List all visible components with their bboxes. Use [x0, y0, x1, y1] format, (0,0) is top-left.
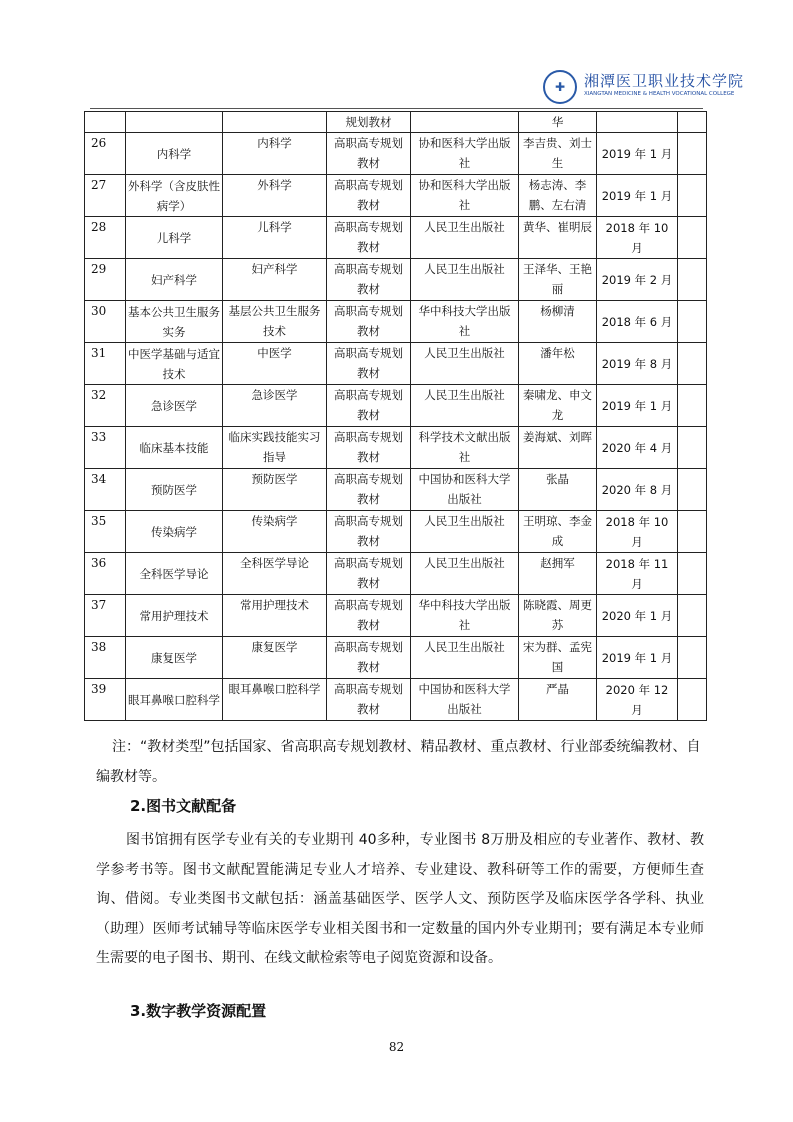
table-cell: 基层公共卫生服务技术 — [223, 301, 327, 343]
table-cell: 秦啸龙、申文龙 — [519, 385, 597, 427]
table-cell: 潘年松 — [519, 343, 597, 385]
section-3-title: 3.数字教学资源配置 — [130, 1002, 267, 1020]
table-cell: 2019 年 1 月 — [597, 175, 678, 217]
table-cell — [678, 112, 707, 133]
table-cell — [597, 112, 678, 133]
table-row — [85, 385, 707, 427]
table-cell: 王泽华、王艳丽 — [519, 259, 597, 301]
table-cell: 高职高专规划教材 — [327, 343, 411, 385]
table-cell: 内科学 — [223, 133, 327, 175]
table-cell: 2020 年 12 月 — [597, 679, 678, 721]
table-cell: 规划教材 — [327, 112, 411, 133]
table-cell: 2018 年 6 月 — [597, 301, 678, 343]
table-cell: 人民卫生出版社 — [411, 343, 519, 385]
table-cell — [678, 595, 707, 637]
table-row — [85, 175, 707, 217]
table-cell: 高职高专规划教材 — [327, 217, 411, 259]
row-number: 30 — [85, 301, 126, 343]
row-number: 39 — [85, 679, 126, 721]
table-cell: 高职高专规划教材 — [327, 637, 411, 679]
table-cell: 中医学基础与适宜技术 — [126, 343, 223, 385]
table-cell: 黄华、崔明辰 — [519, 217, 597, 259]
table-cell: 眼耳鼻喉口腔科学 — [223, 679, 327, 721]
table-row — [85, 553, 707, 595]
table-cell: 2020 年 4 月 — [597, 427, 678, 469]
table-cell: 协和医科大学出版社 — [411, 175, 519, 217]
table-cell: 高职高专规划教材 — [327, 553, 411, 595]
row-number: 33 — [85, 427, 126, 469]
table-cell: 人民卫生出版社 — [411, 259, 519, 301]
table-cell: 预防医学 — [223, 469, 327, 511]
row-number: 28 — [85, 217, 126, 259]
table-cell — [678, 553, 707, 595]
row-number: 35 — [85, 511, 126, 553]
table-cell — [678, 133, 707, 175]
table-cell: 李吉贵、刘士生 — [519, 133, 597, 175]
table-cell — [223, 112, 327, 133]
table-cell: 传染病学 — [223, 511, 327, 553]
table-cell: 人民卫生出版社 — [411, 217, 519, 259]
table-cell: 人民卫生出版社 — [411, 511, 519, 553]
table-cell: 杨柳清 — [519, 301, 597, 343]
table-cell: 2019 年 8 月 — [597, 343, 678, 385]
page-header — [0, 0, 793, 104]
table-cell: 临床基本技能 — [126, 427, 223, 469]
table-cell — [678, 679, 707, 721]
table-cell — [678, 259, 707, 301]
table-cell: 传染病学 — [126, 511, 223, 553]
table-cell: 高职高专规划教材 — [327, 679, 411, 721]
table-cell: 姜海斌、刘晖 — [519, 427, 597, 469]
table-cell: 高职高专规划教材 — [327, 511, 411, 553]
table-cell: 全科医学导论 — [126, 553, 223, 595]
table-cell: 基本公共卫生服务实务 — [126, 301, 223, 343]
table-cell: 杨志涛、李鹏、左右清 — [519, 175, 597, 217]
table-cell — [411, 112, 519, 133]
table-cell: 2018 年 10 月 — [597, 511, 678, 553]
table-cell: 2018 年 10 月 — [597, 217, 678, 259]
table-cell: 华 — [519, 112, 597, 133]
table-row — [85, 343, 707, 385]
table-cell: 康复医学 — [126, 637, 223, 679]
table-row — [85, 595, 707, 637]
table-cell: 妇产科学 — [223, 259, 327, 301]
table-cell: 高职高专规划教材 — [327, 469, 411, 511]
table-cell: 2019 年 1 月 — [597, 133, 678, 175]
table-cell: 预防医学 — [126, 469, 223, 511]
table-cell — [678, 385, 707, 427]
table-cell: 人民卫生出版社 — [411, 637, 519, 679]
table-cell — [126, 112, 223, 133]
table-row — [85, 679, 707, 721]
row-number: 32 — [85, 385, 126, 427]
row-number: 34 — [85, 469, 126, 511]
table-row — [85, 637, 707, 679]
table-row — [85, 427, 707, 469]
table-cell — [678, 511, 707, 553]
table-cell: 常用护理技术 — [223, 595, 327, 637]
table-cell: 儿科学 — [223, 217, 327, 259]
table-cell — [678, 301, 707, 343]
table-cell: 张晶 — [519, 469, 597, 511]
table-row — [85, 511, 707, 553]
table-cell: 华中科技大学出版社 — [411, 595, 519, 637]
table-cell: 高职高专规划教材 — [327, 259, 411, 301]
section-2-title: 2.图书文献配备 — [130, 797, 237, 815]
table-cell — [85, 112, 126, 133]
table-cell: 严晶 — [519, 679, 597, 721]
table-note: 注：“教材类型”包括国家、省高职高专规划教材、精品教材、重点教材、行业部委统编教材、自编教材等。 — [96, 739, 701, 785]
textbook-table — [84, 111, 707, 721]
table-cell: 2019 年 1 月 — [597, 637, 678, 679]
table-cell: 协和医科大学出版社 — [411, 133, 519, 175]
table-cell: 康复医学 — [223, 637, 327, 679]
table-cell: 2020 年 1 月 — [597, 595, 678, 637]
row-number: 27 — [85, 175, 126, 217]
table-cell — [678, 175, 707, 217]
row-number: 38 — [85, 637, 126, 679]
table-cell: 高职高专规划教材 — [327, 175, 411, 217]
row-number: 37 — [85, 595, 126, 637]
table-cell: 人民卫生出版社 — [411, 385, 519, 427]
table-cell: 外科学（含皮肤性病学） — [126, 175, 223, 217]
table-cell: 儿科学 — [126, 217, 223, 259]
row-number: 36 — [85, 553, 126, 595]
row-number: 31 — [85, 343, 126, 385]
school-name: 湘潭医卫职业技术学院 — [584, 72, 745, 90]
table-cell: 宋为群、孟宪国 — [519, 637, 597, 679]
table-cell: 常用护理技术 — [126, 595, 223, 637]
college-seal-icon: ✚ — [543, 70, 577, 104]
table-cell: 中国协和医科大学出版社 — [411, 469, 519, 511]
header-divider — [90, 108, 703, 109]
table-cell — [678, 217, 707, 259]
table-cell: 高职高专规划教材 — [327, 595, 411, 637]
table-cell: 中医学 — [223, 343, 327, 385]
table-cell — [678, 343, 707, 385]
table-row — [85, 469, 707, 511]
table-cell: 妇产科学 — [126, 259, 223, 301]
table-cell: 赵拥军 — [519, 553, 597, 595]
section-2-body: 图书馆拥有医学专业有关的专业期刊 40多种，专业图书 8万册及相应的专业著作、教材、教学参考书等。图书文献配置能满足专业人才培养、专业建设、教科研等工作的需要，方便师生查询、借阅。专业类图书文献包括：涵盖基础医学、医学人文、预防医学及临床医学各学科、执业（助理）医师考试辅导等临床医学专业相关图书和一定数量的国内外专业期刊；要有满足本专业师生需要的电子图书、期刊、在线文献检索等电子阅览资源和设备。 — [96, 832, 704, 966]
table-cell: 高职高专规划教材 — [327, 385, 411, 427]
table-cell: 陈晓霞、周更苏 — [519, 595, 597, 637]
table-cell: 内科学 — [126, 133, 223, 175]
table-row — [85, 133, 707, 175]
row-number: 29 — [85, 259, 126, 301]
table-cell: 外科学 — [223, 175, 327, 217]
page-number: 82 — [388, 1040, 405, 1054]
table-cell: 急诊医学 — [223, 385, 327, 427]
table-cell: 临床实践技能实习指导 — [223, 427, 327, 469]
table-cell — [678, 637, 707, 679]
table-cell: 2019 年 2 月 — [597, 259, 678, 301]
table-cell: 2020 年 8 月 — [597, 469, 678, 511]
table-cell: 2018 年 11 月 — [597, 553, 678, 595]
table-cell: 高职高专规划教材 — [327, 301, 411, 343]
table-row — [85, 301, 707, 343]
table-cell — [678, 427, 707, 469]
table-cell: 人民卫生出版社 — [411, 553, 519, 595]
table-row — [85, 217, 707, 259]
table-cell: 高职高专规划教材 — [327, 133, 411, 175]
school-name-english: XIANGTAN MEDICINE & HEALTH VOCATIONAL COLLEGE — [584, 91, 735, 97]
table-cell: 王明琼、李金成 — [519, 511, 597, 553]
table-cell: 急诊医学 — [126, 385, 223, 427]
table-cell — [678, 469, 707, 511]
row-number: 26 — [85, 133, 126, 175]
table-cell: 眼耳鼻喉口腔科学 — [126, 679, 223, 721]
table-cell: 华中科技大学出版社 — [411, 301, 519, 343]
table-cell: 科学技术文献出版社 — [411, 427, 519, 469]
table-cell: 2019 年 1 月 — [597, 385, 678, 427]
table-row — [85, 259, 707, 301]
table-row — [85, 112, 707, 133]
table-cell: 中国协和医科大学出版社 — [411, 679, 519, 721]
table-cell: 全科医学导论 — [223, 553, 327, 595]
table-cell: 高职高专规划教材 — [327, 427, 411, 469]
